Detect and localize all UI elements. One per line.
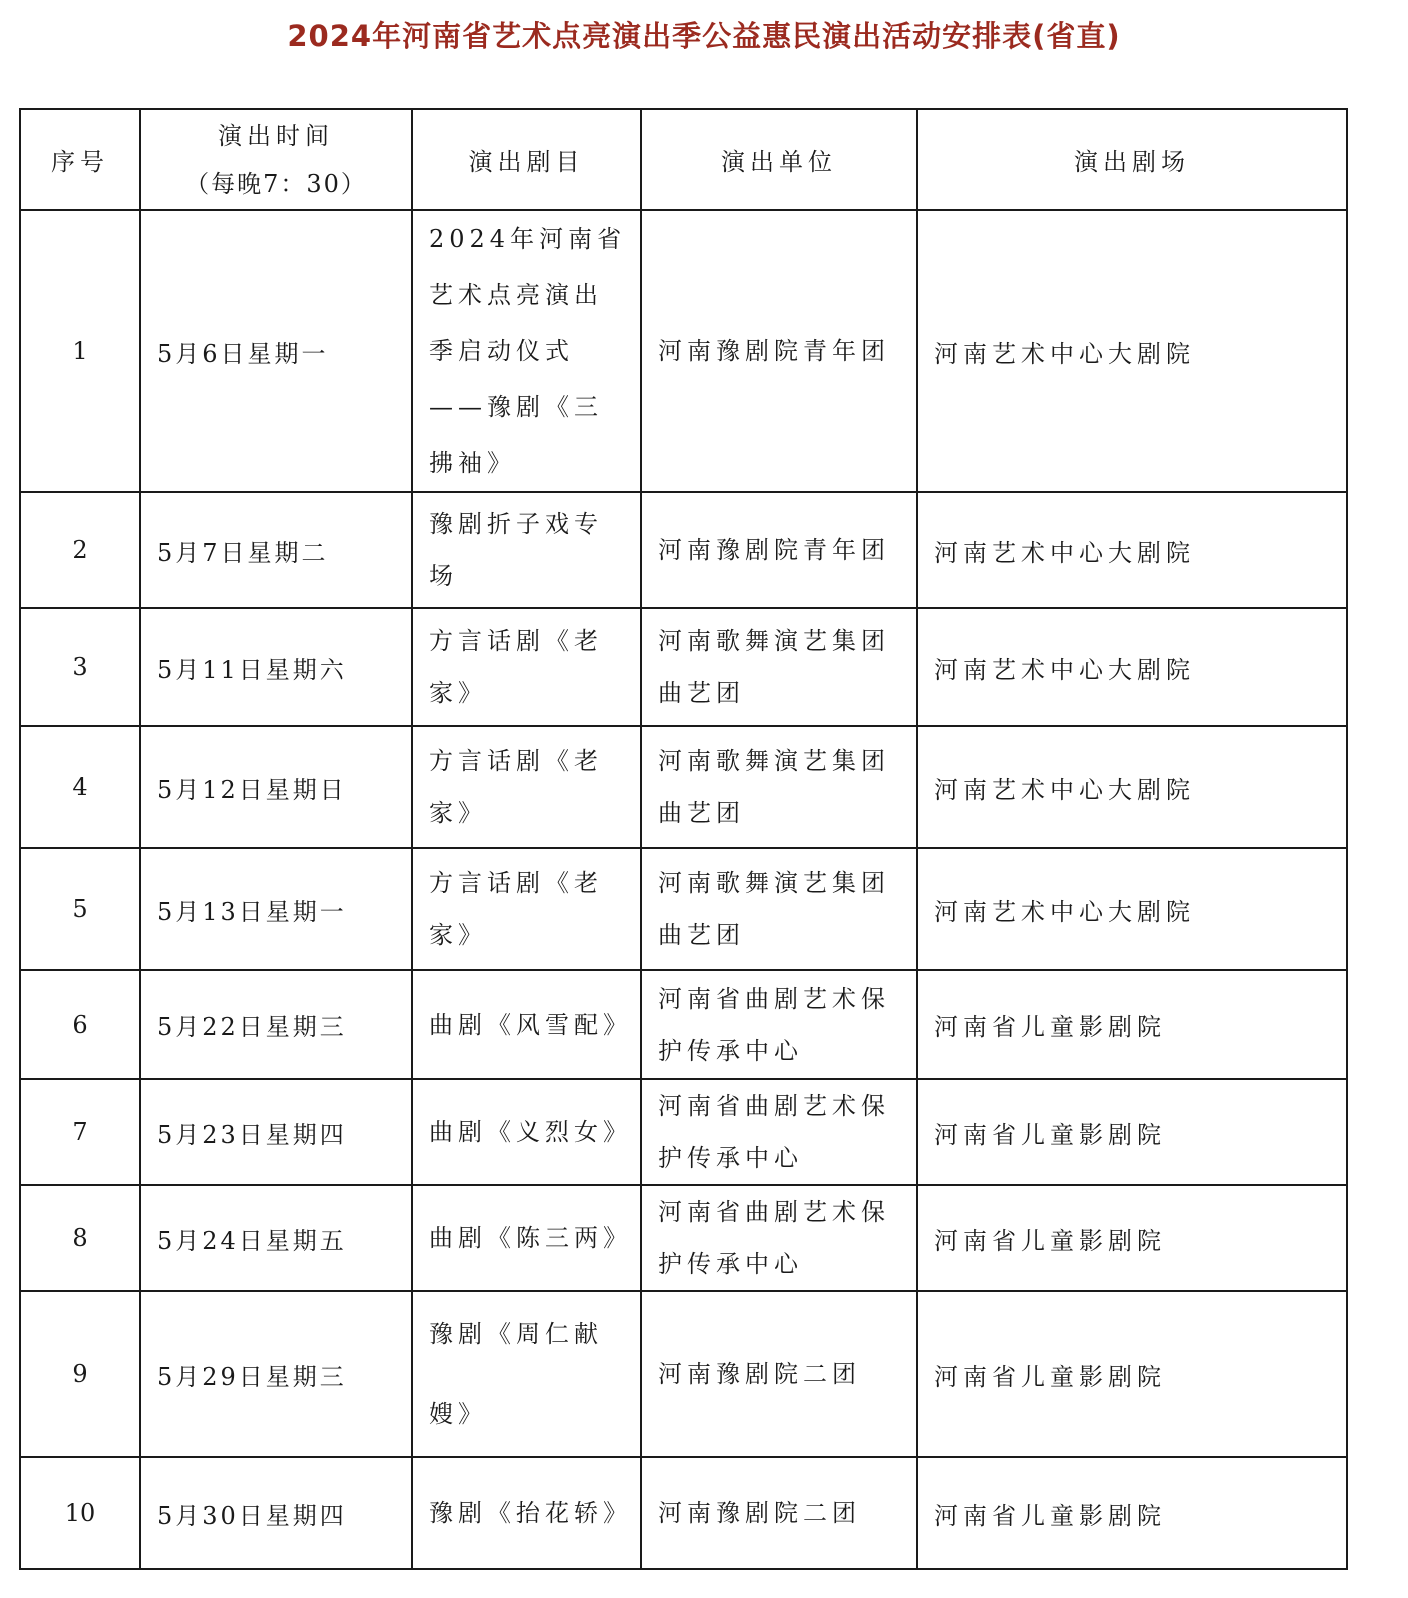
table-row: [20, 608, 1347, 726]
row-date: 5月24日星期五: [140, 1185, 412, 1291]
row-date: 5月12日星期日: [140, 726, 412, 848]
row-unit: [641, 1185, 917, 1291]
header-num: 序号: [20, 109, 140, 210]
header-unit: 演出单位: [641, 109, 917, 210]
row-venue: 河南省儿童影剧院: [917, 970, 1347, 1079]
row-unit-text: 河南省曲剧艺术保护传承中心: [658, 1092, 890, 1172]
row-unit: [641, 970, 917, 1079]
header-time: [140, 109, 412, 210]
row-num: 1: [20, 210, 140, 492]
row-program: [412, 210, 641, 492]
row-program-text: 曲剧《义烈女》: [429, 1118, 632, 1146]
row-venue: 河南艺术中心大剧院: [917, 848, 1347, 970]
row-unit: 河南豫剧院青年团: [641, 492, 917, 608]
row-program-text: 2024年河南省艺术点亮演出季启动仪式——豫剧《三拂袖》: [429, 225, 627, 477]
table-row: [20, 1457, 1347, 1569]
row-program: [412, 1185, 641, 1291]
row-program-text: 曲剧《陈三两》: [429, 1224, 632, 1252]
page-title: 2024年河南省艺术点亮演出季公益惠民演出活动安排表(省直): [287, 19, 1121, 53]
table-row: [20, 1291, 1347, 1457]
table-row: [20, 848, 1347, 970]
row-num: 4: [20, 726, 140, 848]
schedule-table: [19, 108, 1348, 1570]
row-date: 5月13日星期一: [140, 848, 412, 970]
row-num: 9: [20, 1291, 140, 1457]
row-date: 5月11日星期六: [140, 608, 412, 726]
table-row: [20, 970, 1347, 1079]
row-program-text: 方言话剧《老家》: [429, 627, 603, 707]
header-time-line2: （每晚7：30）: [185, 169, 367, 198]
row-unit-text: 河南歌舞演艺集团曲艺团: [658, 869, 890, 949]
row-program: [412, 970, 641, 1079]
row-venue: 河南省儿童影剧院: [917, 1185, 1347, 1291]
row-num: 8: [20, 1185, 140, 1291]
row-venue: 河南省儿童影剧院: [917, 1457, 1347, 1569]
row-program-text: 豫剧《抬花轿》: [429, 1499, 632, 1527]
table-row: [20, 492, 1347, 608]
table-row: [20, 726, 1347, 848]
row-unit-text: 河南省曲剧艺术保护传承中心: [658, 1198, 890, 1278]
row-unit: 河南豫剧院青年团: [641, 210, 917, 492]
row-num: 2: [20, 492, 140, 608]
row-date: 5月23日星期四: [140, 1079, 412, 1185]
row-unit-text: 河南歌舞演艺集团曲艺团: [658, 627, 890, 707]
row-unit: [641, 726, 917, 848]
row-program: [412, 726, 641, 848]
row-program: [412, 1079, 641, 1185]
row-program-text: 豫剧《周仁献嫂》: [429, 1320, 603, 1428]
row-date: 5月29日星期三: [140, 1291, 412, 1457]
row-program: [412, 1291, 641, 1457]
row-program: [412, 1457, 641, 1569]
row-unit-text: 河南歌舞演艺集团曲艺团: [658, 747, 890, 827]
header-row: [20, 109, 1347, 210]
row-unit-text: 河南省曲剧艺术保护传承中心: [658, 984, 890, 1065]
row-unit: [641, 848, 917, 970]
header-venue: 演出剧场: [917, 109, 1347, 210]
row-unit: 河南豫剧院二团: [641, 1457, 917, 1569]
row-program-text: 豫剧折子戏专场: [429, 510, 603, 590]
row-program-text: 方言话剧《老家》: [429, 747, 603, 827]
row-program: [412, 848, 641, 970]
row-num: 5: [20, 848, 140, 970]
row-date: 5月7日星期二: [140, 492, 412, 608]
row-program-text: 方言话剧《老家》: [429, 869, 603, 949]
table-row: [20, 210, 1347, 492]
row-num: 3: [20, 608, 140, 726]
row-venue: 河南艺术中心大剧院: [917, 492, 1347, 608]
table-row: [20, 1185, 1347, 1291]
row-date: 5月30日星期四: [140, 1457, 412, 1569]
row-program: [412, 608, 641, 726]
row-date: 5月6日星期一: [140, 210, 412, 492]
row-unit: [641, 1079, 917, 1185]
table-row: [20, 1079, 1347, 1185]
row-venue: 河南省儿童影剧院: [917, 1079, 1347, 1185]
row-venue: 河南省儿童影剧院: [917, 1291, 1347, 1457]
row-num: 7: [20, 1079, 140, 1185]
header-program: 演出剧目: [412, 109, 641, 210]
row-date: 5月22日星期三: [140, 970, 412, 1079]
row-program: [412, 492, 641, 608]
header-time-line1: 演出时间: [218, 121, 334, 150]
row-unit: [641, 608, 917, 726]
row-unit: 河南豫剧院二团: [641, 1291, 917, 1457]
row-num: 6: [20, 970, 140, 1079]
row-program-text: 曲剧《风雪配》: [429, 1010, 632, 1039]
row-venue: 河南艺术中心大剧院: [917, 726, 1347, 848]
row-num: 10: [20, 1457, 140, 1569]
row-venue: 河南艺术中心大剧院: [917, 608, 1347, 726]
row-venue: 河南艺术中心大剧院: [917, 210, 1347, 492]
